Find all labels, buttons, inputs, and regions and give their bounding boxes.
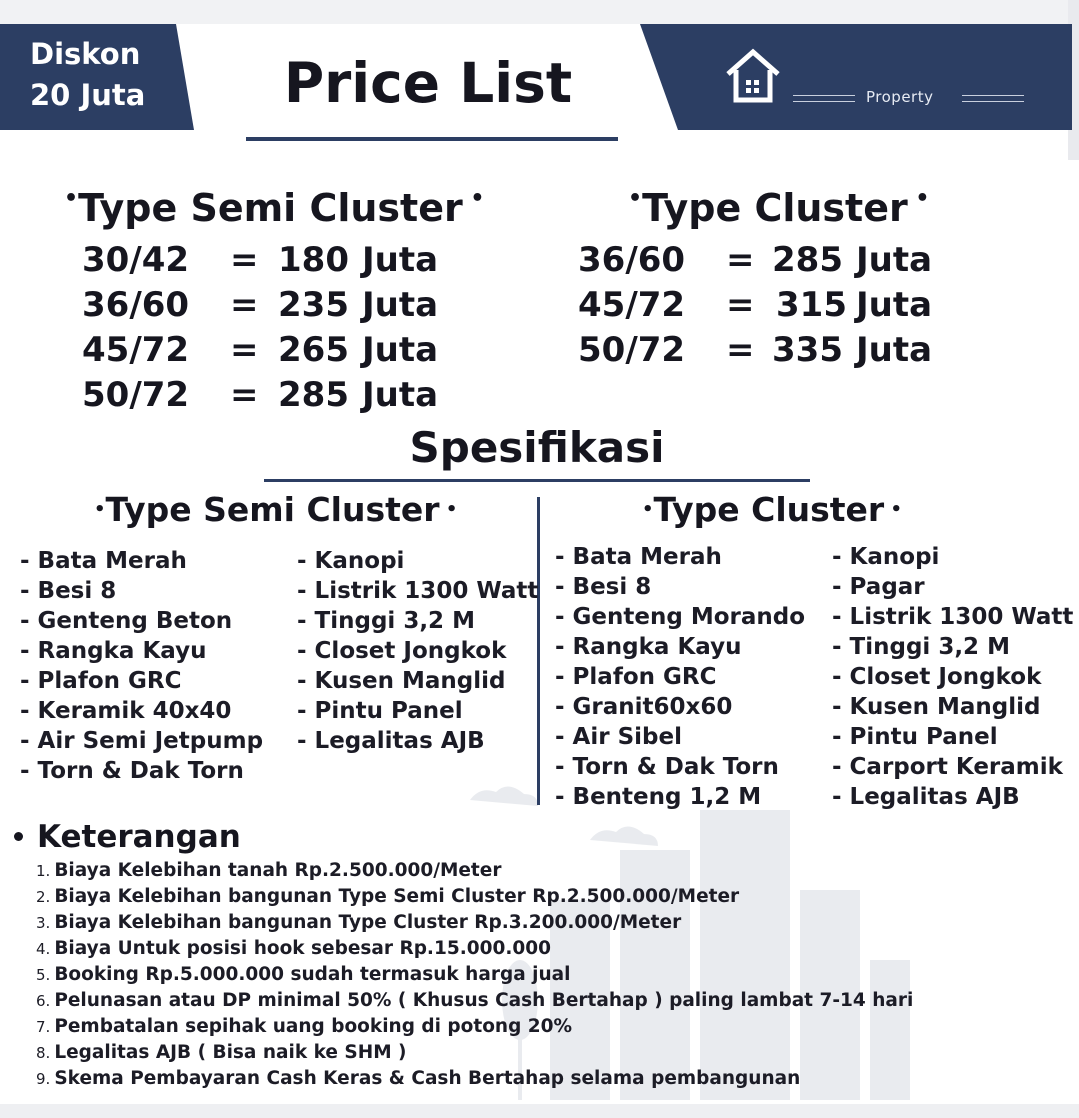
list-item [36,962,913,988]
list-item [36,910,913,936]
price-unit: Juta [856,330,933,370]
list-item: - Plafon GRC [555,664,717,690]
spec-heading-cluster: •Type Cluster • [642,490,902,529]
item-text: Pembatalan sepihak uang booking di potong 20% [54,1016,573,1037]
list-item: - Genteng Beton [20,608,233,634]
item-text: Booking Rp.5.000.000 sudah termasuk harga jual [54,964,571,985]
price-type: 30/42 [82,240,190,280]
list-item: - Bata Merah [20,548,187,574]
spec-list-semi-col1 [20,546,263,786]
price-value: 180 [278,240,349,280]
list-item: - Kusen Manglid [832,694,1041,720]
list-item: - Torn & Dak Torn [20,758,244,784]
list-item: - Kanopi [297,548,405,574]
item-number: 2. [36,888,51,906]
brand-line-left-1 [793,95,855,96]
spesifikasi-underline [264,479,810,482]
price-eq: = [726,240,755,280]
list-item: - Besi 8 [555,574,652,600]
list-item: - Bata Merah [555,544,722,570]
page-title: Price List [283,51,573,115]
list-item [36,988,913,1014]
price-eq: = [726,330,755,370]
list-item: - Listrik 1300 Watt [832,604,1074,630]
diskon-text [30,34,180,116]
list-item: - Legalitas AJB [297,728,485,754]
spec-list-cluster-col2 [832,542,1073,812]
list-item: - Pintu Panel [297,698,463,724]
keterangan-heading-text: Keterangan [37,819,241,855]
price-type: 36/60 [82,285,190,325]
top-strip [0,0,1079,24]
item-text: Pelunasan atau DP minimal 50% ( Khusus Cash Bertahap ) paling lambat 7-14 hari [54,990,914,1011]
list-item: - Air Sibel [555,724,682,750]
price-heading-semi-cluster: •Type Semi Cluster • [64,186,485,230]
list-item: - Legalitas AJB [832,784,1020,810]
item-text: Legalitas AJB ( Bisa naik ke SHM ) [54,1042,407,1063]
item-number: 9. [36,1070,51,1088]
brand-label: Property [866,88,934,106]
price-eq: = [230,330,259,370]
price-eq: = [726,285,755,325]
list-item [36,936,913,962]
brand-line-left-2 [793,101,855,102]
list-item: - Benteng 1,2 M [555,784,762,810]
list-item: - Pagar [832,574,925,600]
list-item [36,1040,913,1066]
price-value: 285 [278,375,349,415]
price-eq: = [230,375,259,415]
list-item: - Kanopi [832,544,940,570]
list-item: - Pintu Panel [832,724,998,750]
item-number: 7. [36,1018,51,1036]
spec-heading-semi-cluster-text: Type Semi Cluster [105,490,440,529]
list-item: - Tinggi 3,2 M [832,634,1010,660]
price-eq: = [230,240,259,280]
bottom-strip [0,1104,1079,1118]
price-type: 45/72 [578,285,686,325]
price-value: 265 [278,330,349,370]
list-item: - Carport Keramik [832,754,1063,780]
price-heading-cluster: •Type Cluster • [628,186,930,230]
property-banner [640,24,1072,130]
item-number: 4. [36,940,51,958]
list-item: - Closet Jongkok [832,664,1042,690]
price-type: 50/72 [578,330,686,370]
item-number: 1. [36,862,51,880]
spec-heading-cluster-text: Type Cluster [653,490,885,529]
price-value: 285 [772,240,843,280]
price-heading-cluster-text: Type Cluster [642,186,908,230]
price-value: 335 [772,330,843,370]
price-value: 315 [776,285,847,325]
brand-line-right-2 [962,101,1024,102]
price-unit: Juta [856,285,933,325]
list-item: - Tinggi 3,2 M [297,608,475,634]
list-item [36,1066,913,1092]
item-text: Biaya Kelebihan bangunan Type Semi Cluster Rp.2.500.000/Meter [54,886,740,907]
price-value: 235 [278,285,349,325]
list-item: - Keramik 40x40 [20,698,232,724]
list-item: - Rangka Kayu [20,638,207,664]
list-item: - Air Semi Jetpump [20,728,264,754]
price-type: 45/72 [82,330,190,370]
price-eq: = [230,285,259,325]
spec-list-cluster-col1 [555,542,805,812]
price-unit: Juta [362,375,439,415]
spec-heading-semi-cluster: •Type Semi Cluster • [94,490,458,529]
list-item: - Torn & Dak Torn [555,754,779,780]
bullet-icon [14,832,23,841]
price-unit: Juta [362,330,439,370]
list-item [36,1014,913,1040]
item-number: 6. [36,992,51,1010]
keterangan-list [36,858,913,1092]
keterangan-heading [14,818,241,856]
brand-line-right-1 [962,95,1024,96]
spec-list-semi-col2 [297,546,538,756]
house-icon [724,48,782,104]
title-underline [246,137,618,141]
item-number: 3. [36,914,51,932]
price-unit: Juta [362,240,439,280]
list-item: - Genteng Morando [555,604,806,630]
price-heading-semi-cluster-text: Type Semi Cluster [78,186,463,230]
diskon-line-1: Diskon [30,37,141,71]
list-item [36,884,913,910]
list-item: - Kusen Manglid [297,668,506,694]
list-item: - Plafon GRC [20,668,182,694]
list-item: - Besi 8 [20,578,117,604]
price-type: 36/60 [578,240,686,280]
price-type: 50/72 [82,375,190,415]
spesifikasi-title: Spesifikasi [409,423,665,472]
list-item: - Closet Jongkok [297,638,507,664]
item-text: Skema Pembayaran Cash Keras & Cash Bertahap selama pembangunan [54,1068,801,1089]
item-text: Biaya Untuk posisi hook sebesar Rp.15.000.000 [54,938,551,959]
item-text: Biaya Kelebihan bangunan Type Cluster Rp.3.200.000/Meter [54,912,682,933]
price-unit: Juta [856,240,933,280]
list-item [36,858,913,884]
price-unit: Juta [362,285,439,325]
list-item: - Listrik 1300 Watt [297,578,539,604]
diskon-line-2: 20 Juta [30,78,146,112]
item-text: Biaya Kelebihan tanah Rp.2.500.000/Meter [54,860,502,881]
item-number: 5. [36,966,51,984]
list-item: - Rangka Kayu [555,634,742,660]
item-number: 8. [36,1044,51,1062]
list-item: - Granit60x60 [555,694,733,720]
